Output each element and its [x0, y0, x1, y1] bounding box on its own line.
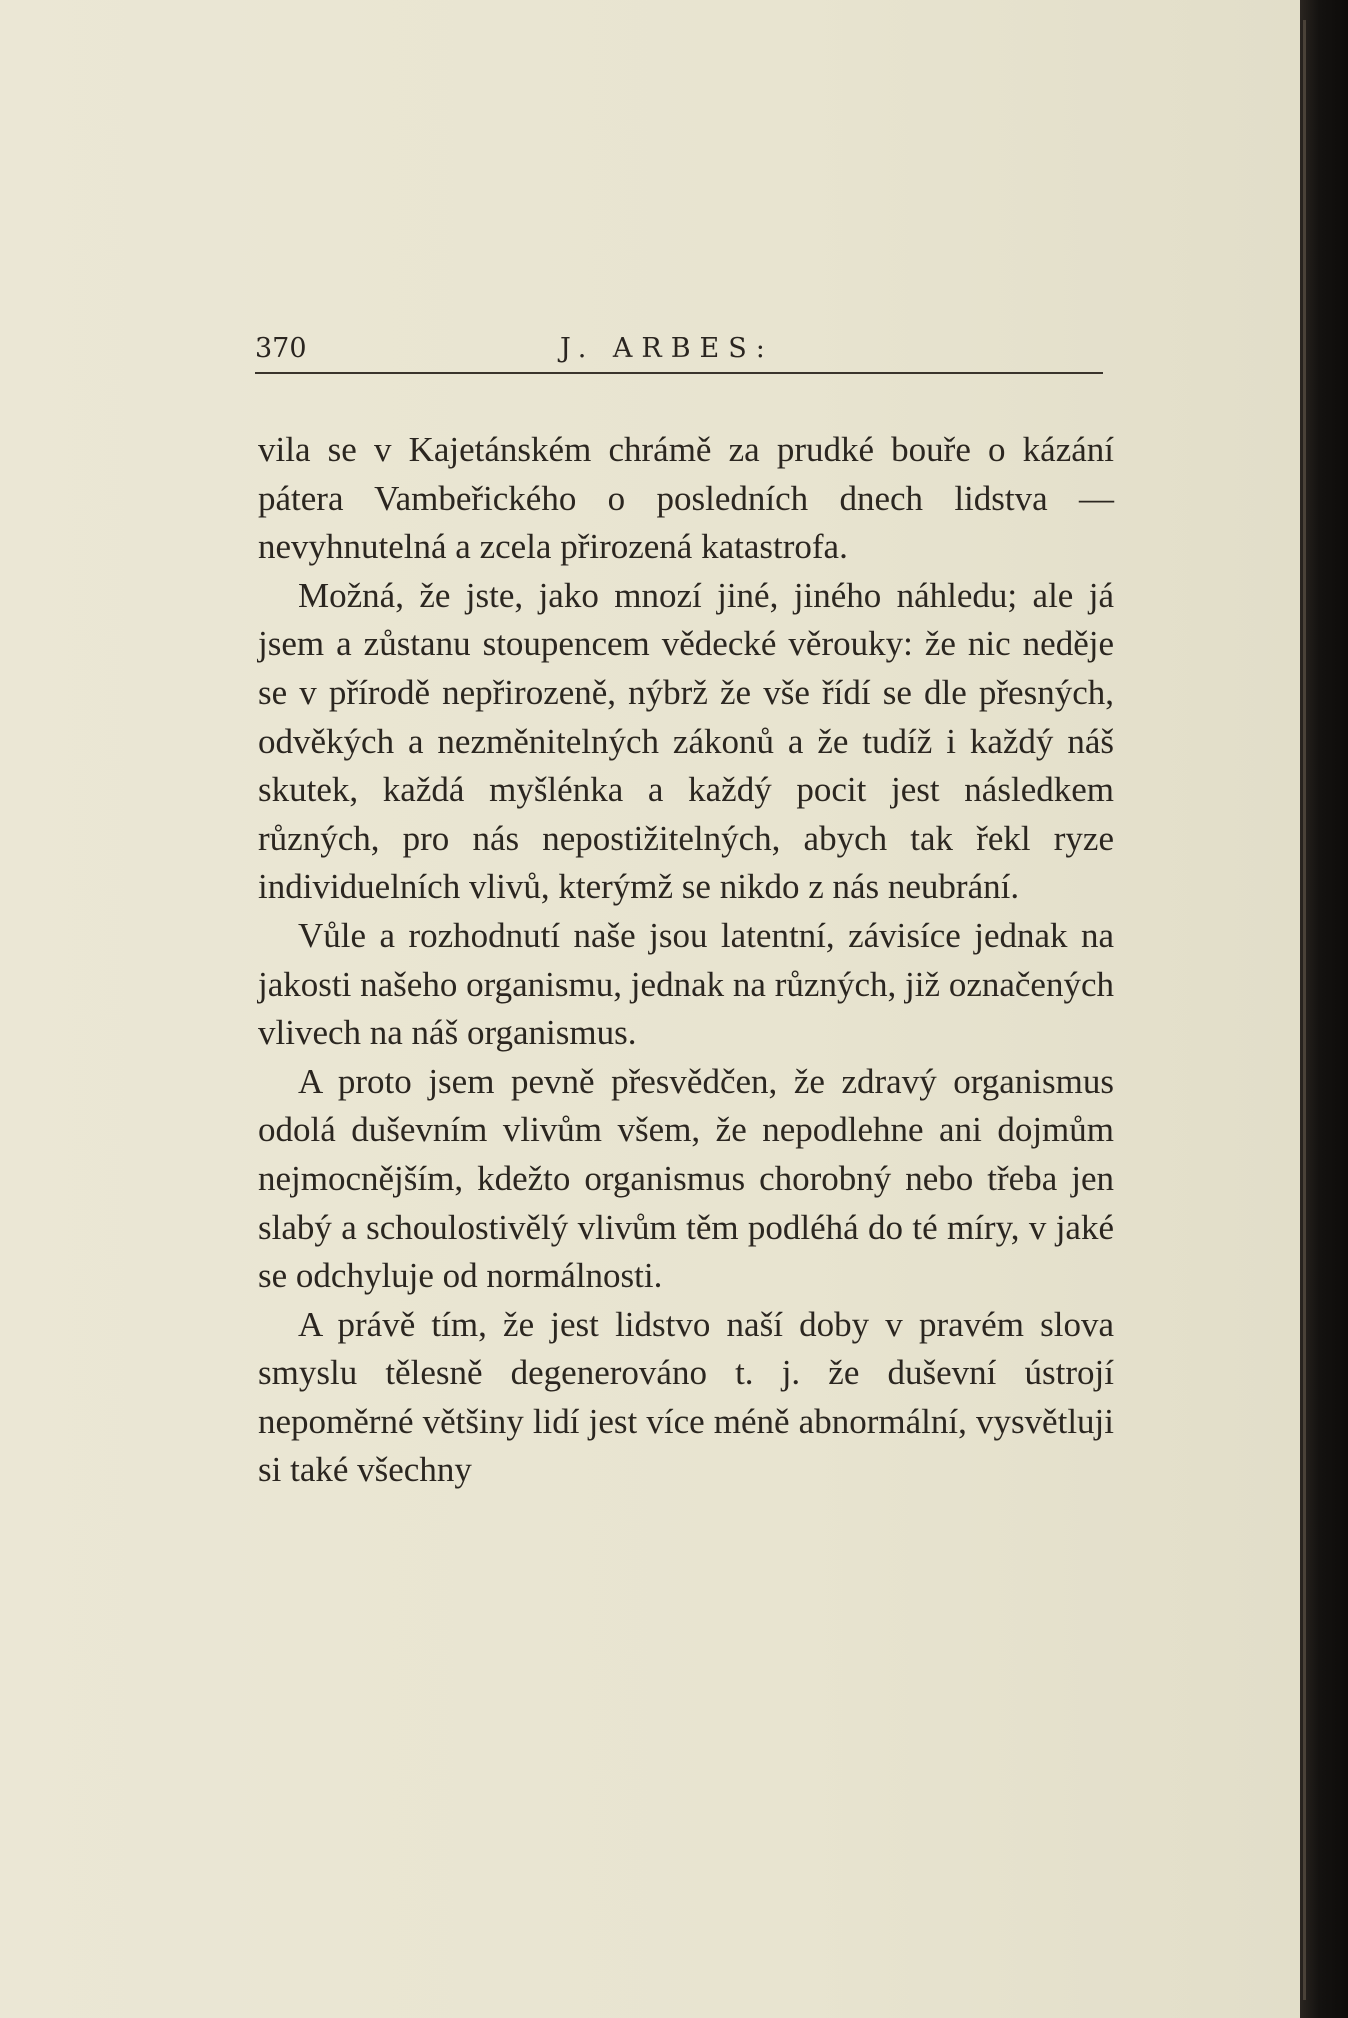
book-binding-edge	[1300, 0, 1348, 2018]
paragraph: vila se v Kajetánském chrámě za prudké bouře o kázání pátera Vambeřického o posledních dnech lidstva — nevyhnutelná a zcela přirozená katastrofa.	[258, 430, 1114, 567]
paragraph: Vůle a rozhodnutí naše jsou latentní, závisíce jednak na jakosti našeho organismu, jednak na různých, již označených vlivech na náš organismus.	[258, 915, 1114, 1053]
page-number: 370	[255, 333, 307, 364]
header-rule	[255, 372, 1103, 374]
binding-shadow-line	[1303, 20, 1306, 2000]
running-head: J. ARBES:	[560, 333, 774, 364]
paragraph: A právě tím, že jest lidstvo naší doby v pravém slova smyslu tělesně degenerováno t. j. že duševní ústrojí nepoměrné většiny lidí jest více méně abnormální, vysvětluji si také všechny	[258, 1304, 1114, 1490]
paragraph: Možná, že jste, jako mnozí jiné, jiného náhledu; ale já jsem a zůstanu stoupencem vědecké věrouky: že nic neděje se v přírodě nepřirozeně, nýbrž že vše řídí se dle přesných, odvěkých a nezměnitelných zákonů a že tudíž i každý náš skutek, každá myšlénka a každý pocit jest následkem různých, pro nás nepostižitelných, abych tak řekl ryze individuelních vlivů, kterýmž se nikdo z nás neubrání.	[258, 575, 1114, 907]
body-text	[258, 426, 1114, 1495]
paragraph: A proto jsem pevně přesvědčen, že zdravý organismus odolá duševním vlivům všem, že nepodlehne ani dojmům nejmocnějším, kdežto organismus chorobný nebo třeba jen slabý a schoulostivělý vlivům těm podléhá do té míry, v jaké se odchyluje od normálnosti.	[258, 1061, 1114, 1296]
page-header	[255, 333, 1100, 373]
